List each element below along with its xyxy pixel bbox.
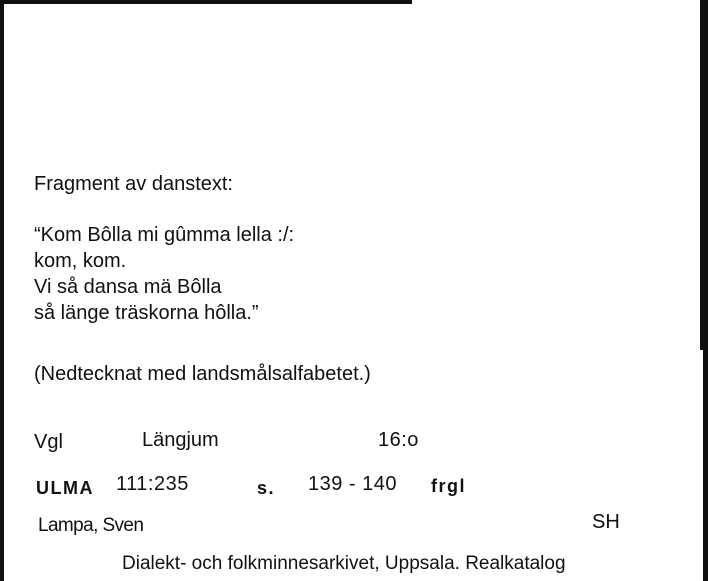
category-code: frgl bbox=[431, 476, 466, 496]
card-left-edge bbox=[0, 0, 4, 581]
province-code: Vgl bbox=[34, 431, 63, 453]
informant-name: Lampa, Sven bbox=[38, 515, 144, 536]
card-top-edge bbox=[0, 0, 412, 4]
parish-name: Längjum bbox=[142, 429, 219, 451]
page-prefix: s. bbox=[257, 478, 276, 498]
transcription-note: (Nedtecknat med landsmålsalfabetet.) bbox=[34, 363, 371, 385]
card-right-edge-lower bbox=[703, 350, 708, 581]
year-code: 16:o bbox=[378, 429, 419, 451]
archive-code: ULMA bbox=[36, 478, 94, 498]
poem-line: “Kom Bôlla mi gûmma lella :/: bbox=[34, 224, 295, 246]
poem-line: så länge träskorna hôlla.” bbox=[34, 302, 259, 324]
poem-text bbox=[34, 222, 294, 326]
card-heading: Fragment av danstext: bbox=[34, 173, 233, 195]
poem-line: kom, kom. bbox=[34, 250, 127, 272]
record-number: 111:235 bbox=[116, 473, 189, 495]
recorder-initials: SH bbox=[592, 511, 620, 533]
archive-footer: Dialekt- och folkminnesarkivet, Uppsala. Realkatalog bbox=[122, 553, 566, 574]
page-range: 139 - 140 bbox=[308, 473, 398, 495]
card-right-edge bbox=[700, 0, 708, 350]
poem-line: Vi så dansa mä Bôlla bbox=[34, 276, 222, 298]
